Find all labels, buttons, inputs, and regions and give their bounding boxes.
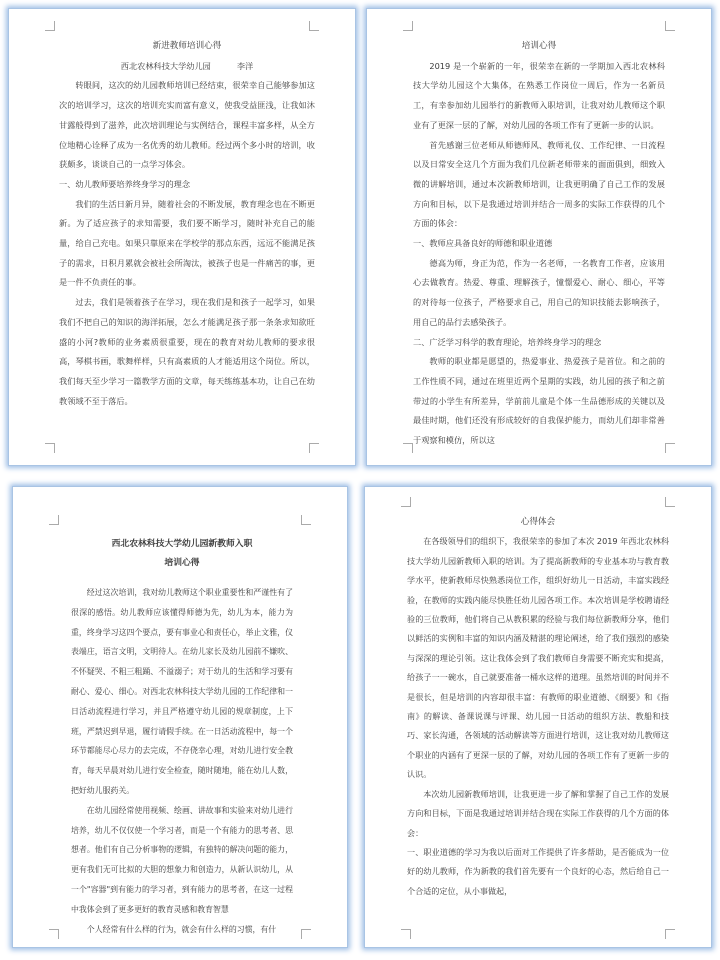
- paragraph: 我们的生活日新月异，随着社会的不断发展，教育理念也在不断更新。为了适应孩子的求知需要，我们要不断学习，随时补充自己的能量，给自己充电。如果只靠原来在学校学的那点东西，远远不能满足孩子的需求，日积月累就会被社会所淘汰，被孩子也是一件痛苦的事，更是一件不负责任的事。: [59, 198, 315, 288]
- paragraph: 在各级领导们的组织下，我很荣幸的参加了本次 2019 年西北农林科技大学幼儿园新教师入职的培训。为了提高新教师的专业基本功与教育教学水平，使新教师尽快熟悉岗位工作，组织好幼儿一日活动，丰富实践经验，在教师的实践内能尽快胜任幼儿园各项工作。本次培训是学校聘请经验的三位教师，他们将自己从教积累的经验与我们每位新教师分享，他们以鲜活的实例和丰富的知识内涵及精湛的理论阐述，给了我们强烈的感染与深深的理论引领。这让我体会到了我们教师自身需要不断充实和提高，给孩子一一碗水，自己就要准备一桶水这样的道理。虽然培训的时间并不是很长，但是培训的内容却很丰富：有教师的职业道德、《纲要》和《指南》的解读、备课说课与评课、幼儿园一日活动的组织方法、教船和技巧、家长沟通，各领域的活动解读等方面进行培训，这让我对幼儿教师这个职业的内涵有了更深一层的了解，对幼儿园的各项工作有了更新一步的认识。: [407, 536, 669, 780]
- margin-mark: [301, 515, 311, 525]
- document-page-3: [12, 486, 348, 948]
- page-title: 培训心得: [521, 41, 557, 51]
- document-page-2: [366, 8, 712, 466]
- document-page-4: [364, 486, 712, 948]
- margin-mark: [403, 443, 413, 453]
- page-title: 心得体会: [520, 517, 556, 527]
- section-heading: 二、广泛学习科学的教育理论，培养终身学习的理念: [413, 336, 602, 347]
- document-page-1: [8, 8, 356, 466]
- margin-mark: [301, 929, 311, 939]
- paragraph: 在幼儿园经常使用视频、绘画、讲故事和实验来对幼儿进行培养，幼儿不仅仅使一个学习者，而是一个有能力的思考者、思想者。他们有自己分析事物的逻辑，有独特的解决问题的能力，更有我们无可比拟的大胆的想象力和创造力，从新认识幼儿，从一个"容器"到有能力的学习者，到有能力的思考者，在这一过程中我体会到了更多更好的教育灵感和教育智慧: [71, 805, 293, 914]
- page-2-text: [413, 37, 665, 451]
- margin-mark: [665, 497, 675, 507]
- page-title: 新进教师培训心得: [152, 41, 222, 51]
- section-heading: 一、教师应具备良好的师德和职业道德: [413, 238, 553, 249]
- paragraph: 转眼间，这次的幼儿园教师培训已经结束，很荣幸自己能够参加这次的培训学习，这次的培训充实而富有意义，使我受益匪浅，让我如沐甘露般得到了滋养，此次培训理论与实例结合，课程丰富多样，从全方位地精心诠释了成为一名优秀的幼儿教师。经过两个多小时的培训，收获颇多，谈谈自己的一点学习体会。: [59, 80, 315, 170]
- margin-mark: [45, 443, 55, 453]
- page-4-text: [407, 513, 669, 901]
- margin-mark: [665, 21, 675, 31]
- page-title-line-1: 西北农林科技大学幼儿园新教师入职: [111, 539, 253, 549]
- page-title-line-2: 培训心得: [164, 558, 200, 568]
- margin-mark: [309, 443, 319, 453]
- margin-mark: [401, 929, 411, 939]
- margin-mark: [49, 515, 59, 525]
- section-heading: 一、职业道德的学习为我以后面对工作提供了许多帮助，是否能成为一位好的幼儿教师，作为新教的我们首先要有一个良好的心态，然后给自己一个合适的定位，从小事做起，: [407, 846, 669, 896]
- margin-mark: [665, 443, 675, 453]
- page-1-text: [59, 37, 315, 411]
- margin-mark: [49, 929, 59, 939]
- paragraph: 个人经常有什么样的行为，就会有什么样的习惯，有什: [86, 924, 277, 934]
- paragraph: 本次幼儿园新教师培训，让我更进一步了解和掌握了自己工作的发展方向和目标，下面是我通过培训并结合现在实际工作获得的几个方面的体会：: [407, 788, 669, 838]
- margin-mark: [403, 21, 413, 31]
- paragraph: 首先感谢三位老师从师德师风、教师礼仪、工作纪律、一日流程以及日常安全这几个方面为我们几位新老师带来的面面俱到，细致入微的讲解培训，通过本次新教师培训，让我更明确了自己工作的发展方向和目标，以下是我通过培训并结合一周多的实际工作获得的几个方面的体会：: [413, 139, 665, 229]
- section-heading: 一、幼儿教师要培养终身学习的理念: [59, 178, 191, 189]
- margin-mark: [45, 21, 55, 31]
- paragraph: 教师的职业都是愿望的，热爱事业、热爱孩子是首位。和之前的工作性质不同，通过在班里近两个星期的实践，幼儿园的孩子和之前带过的小学生有所差异，学前前儿童是个体一生品德形成的关键以及最佳时期，他们还没有形成较好的自我保护能力，而幼儿们却非常善于观察和模仿，所以这: [413, 356, 665, 446]
- page-3-text: [71, 535, 293, 939]
- paragraph: 2019 是一个崭新的一年，很荣幸在新的一学期加入西北农林科技大学幼儿园这个大集体，在熟悉工作岗位一周后，作为一名新员工，有幸参加幼儿园举行的新教师入职培训，让我对幼儿教师这个职业有了更深一层的了解，对幼儿园的各项工作有了更新一步的认识。: [413, 60, 665, 130]
- margin-mark: [309, 21, 319, 31]
- margin-mark: [401, 497, 411, 507]
- paragraph: 过去，我们是领着孩子在学习，现在我们是和孩子一起学习，如果我们不把自己的知识的海洋拓展，怎么才能满足孩子那一条条求知欲旺盛的小河?教师的业务素质很重要，现在的教育对幼儿教师的要求很高，琴棋书画，歌舞样样，只有高素质的人才能适用这个岗位。所以，我们每天至少学习一篇教学方面的文章，每天练练基本功，让自己在幼教领域不至于落后。: [59, 297, 315, 406]
- paragraph: 经过这次培训，我对幼儿教师这个职业重要性和严谨性有了很深的感悟。幼儿教师应该懂得师德为先，幼儿为本，能力为重，终身学习这四个要点，要有事业心和责任心，举止文雅，仪表端庄，语言文明，文明待人。在幼儿家长及幼儿园前不嫌吹、不怀疑哭、不粗三粗踊、不溢溺子；对于幼儿的生活和学习要有耐心、爱心、细心。对西北农林科技大学幼儿园的工作纪律和一日活动流程进行学习，并且严格遵守幼儿园的规章制度，上下班，严禁迟到早退，履行请假手续。在一日活动流程中，每一个环节都能尽心尽力的去完成，不存侥幸心理，对幼儿进行安全教育，每天早晨对幼儿进行安全检查，随时随地，能在幼儿人数，把好幼儿服药关。: [71, 588, 293, 795]
- author-line: 西北农林科技大学幼儿园 李洋: [120, 60, 254, 71]
- margin-mark: [665, 929, 675, 939]
- paragraph: 德高为师，身正为范，作为一名老师，一名教育工作者，应该用心去做教育。热爱、尊重、理解孩子，憧憬爱心、耐心、细心，平等的对待每一位孩子，严格要求自己，用自己的知识技能去影响孩子，用自己的品行去感染孩子。: [413, 257, 665, 327]
